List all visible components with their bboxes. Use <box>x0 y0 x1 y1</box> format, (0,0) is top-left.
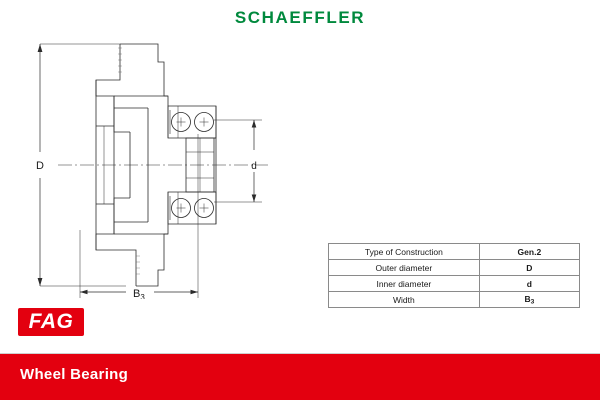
dimension-label-B3: $B_3$ <box>133 288 145 299</box>
section-hatching <box>118 48 140 274</box>
spec-value-outer-diameter: D <box>479 260 579 276</box>
spec-value-width <box>479 292 579 308</box>
table-row <box>329 276 580 292</box>
spec-label-inner-diameter: Inner diameter <box>329 276 480 292</box>
table-row <box>329 244 580 260</box>
spec-label-outer-diameter: Outer diameter <box>329 260 480 276</box>
product-title: Wheel Bearing <box>20 366 129 383</box>
footer-bar <box>0 354 600 400</box>
spec-label-type-of-construction: Type of Construction <box>329 244 480 260</box>
schaeffler-brand-title: SCHAEFFLER <box>234 8 366 27</box>
spec-label-width: Width <box>329 292 480 308</box>
fag-logo: FAG <box>18 308 84 336</box>
spec-value-width-text: B <box>524 293 531 304</box>
specification-table <box>328 243 580 308</box>
dimension-B3-group <box>80 134 198 299</box>
bearing-cross-section-svg <box>18 34 318 299</box>
spec-value-inner-diameter: d <box>479 276 579 292</box>
wheel-bearing-technical-drawing <box>18 34 318 299</box>
table-row <box>329 260 580 276</box>
dimension-label-d: d <box>251 161 257 172</box>
dimension-label-D: D <box>36 160 44 172</box>
spec-value-width-subscript: 3 <box>530 298 535 306</box>
table-row <box>329 292 580 308</box>
spec-value-type-of-construction: Gen.2 <box>479 244 579 260</box>
